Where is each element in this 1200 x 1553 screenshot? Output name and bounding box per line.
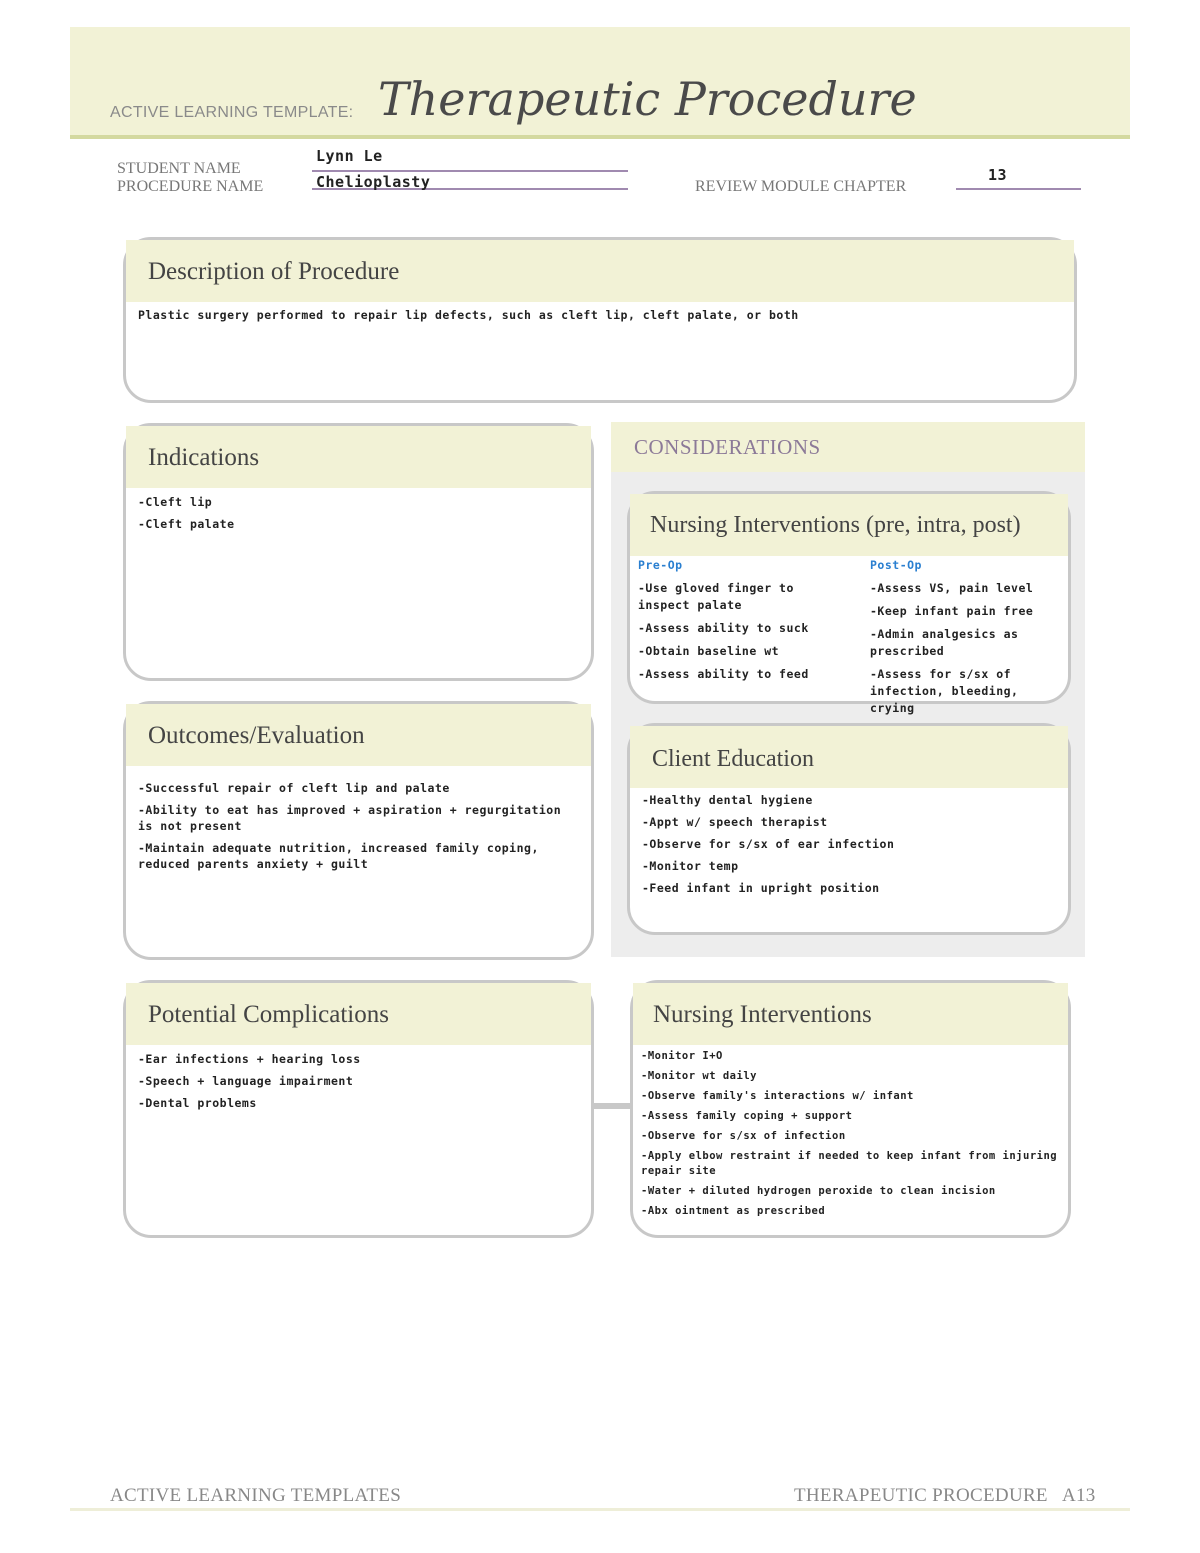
chapter-field[interactable]: 13 xyxy=(988,166,1008,184)
connector-bar xyxy=(592,1103,634,1109)
list-item: -Monitor wt daily xyxy=(641,1070,757,1082)
nursing-pip-title: Nursing Interventions (pre, intra, post) xyxy=(630,494,1068,556)
list-item: -Ability to eat has improved + aspiration + regurgitation is not present xyxy=(138,803,562,833)
list-item: -Assess VS, pain level xyxy=(870,581,1034,595)
procedure-name-field[interactable]: Chelioplasty xyxy=(316,173,431,191)
footer-right: THERAPEUTIC PROCEDURE A13 xyxy=(794,1485,1096,1506)
list-item: -Apply elbow restraint if needed to keep infant from injuring repair site xyxy=(641,1150,1058,1177)
list-item: -Healthy dental hygiene xyxy=(642,793,813,807)
list-item: -Use gloved finger to inspect palate xyxy=(638,581,794,612)
student-name-label: STUDENT NAME xyxy=(117,160,241,177)
outcomes-title: Outcomes/Evaluation xyxy=(126,704,591,766)
template-label: ACTIVE LEARNING TEMPLATE: xyxy=(110,104,354,121)
list-item: -Cleft palate xyxy=(138,517,235,531)
outcomes-box xyxy=(123,701,594,960)
description-box xyxy=(123,237,1077,403)
indications-box xyxy=(123,423,594,681)
list-item: -Admin analgesics as prescribed xyxy=(870,627,1019,658)
list-item: -Observe for s/sx of infection xyxy=(641,1130,846,1142)
chapter-label: REVIEW MODULE CHAPTER xyxy=(695,178,907,195)
client-education-title: Client Education xyxy=(630,726,1068,788)
list-item: -Assess ability to feed xyxy=(638,667,809,681)
list-item: -Appt w/ speech therapist xyxy=(642,815,828,829)
post-op-label: Post-Op xyxy=(870,558,922,572)
considerations-title: CONSIDERATIONS xyxy=(634,435,821,459)
procedure-name-label: PROCEDURE NAME xyxy=(117,178,264,195)
footer-divider xyxy=(70,1508,1130,1511)
list-item: -Dental problems xyxy=(138,1096,257,1110)
list-item: -Feed infant in upright position xyxy=(642,881,880,895)
list-item: -Water + diluted hydrogen peroxide to clean incision xyxy=(641,1185,996,1197)
list-item: -Maintain adequate nutrition, increased family coping, reduced parents anxiety + guilt xyxy=(138,841,539,871)
list-item: -Monitor temp xyxy=(642,859,739,873)
list-item: -Ear infections + hearing loss xyxy=(138,1052,361,1066)
description-text[interactable]: Plastic surgery performed to repair lip defects, such as cleft lip, cleft palate, or both xyxy=(138,308,799,322)
post-op-column xyxy=(870,558,1070,723)
footer-left: ACTIVE LEARNING TEMPLATES xyxy=(110,1485,402,1506)
student-name-underline xyxy=(312,168,628,172)
list-item: -Speech + language impairment xyxy=(138,1074,354,1088)
nursing-interventions-list[interactable] xyxy=(633,1045,1068,1219)
list-item: -Observe for s/sx of ear infection xyxy=(642,837,895,851)
nursing-pip-content[interactable] xyxy=(630,556,1068,715)
chapter-underline xyxy=(956,186,1081,190)
list-item: -Keep infant pain free xyxy=(870,604,1034,618)
complications-box xyxy=(123,980,594,1238)
list-item: -Monitor I+O xyxy=(641,1050,723,1062)
indications-title: Indications xyxy=(126,426,591,488)
pre-op-label: Pre-Op xyxy=(638,558,683,572)
list-item: -Assess ability to suck xyxy=(638,621,809,635)
pre-op-column xyxy=(638,558,848,689)
client-education-list[interactable] xyxy=(630,788,1068,908)
list-item: -Assess family coping + support xyxy=(641,1110,853,1122)
outcomes-list[interactable] xyxy=(126,766,591,884)
indications-list[interactable] xyxy=(126,488,591,544)
description-title: Description of Procedure xyxy=(126,240,1074,302)
list-item: -Successful repair of cleft lip and palate xyxy=(138,781,450,795)
list-item: -Obtain baseline wt xyxy=(638,644,780,658)
nursing-interventions-title: Nursing Interventions xyxy=(633,983,1068,1045)
nursing-interventions-box xyxy=(630,980,1071,1238)
complications-title: Potential Complications xyxy=(126,983,591,1045)
complications-list[interactable] xyxy=(126,1045,591,1123)
list-item: -Abx ointment as prescribed xyxy=(641,1205,826,1217)
nursing-pip-box xyxy=(627,491,1071,715)
list-item: -Observe family's interactions w/ infant xyxy=(641,1090,914,1102)
student-name-field[interactable]: Lynn Le xyxy=(316,147,383,165)
list-item: -Assess for s/sx of infection, bleeding, crying xyxy=(870,667,1019,715)
client-education-box xyxy=(627,723,1071,935)
list-item: -Cleft lip xyxy=(138,495,213,509)
page-title: Therapeutic Procedure xyxy=(378,72,917,126)
